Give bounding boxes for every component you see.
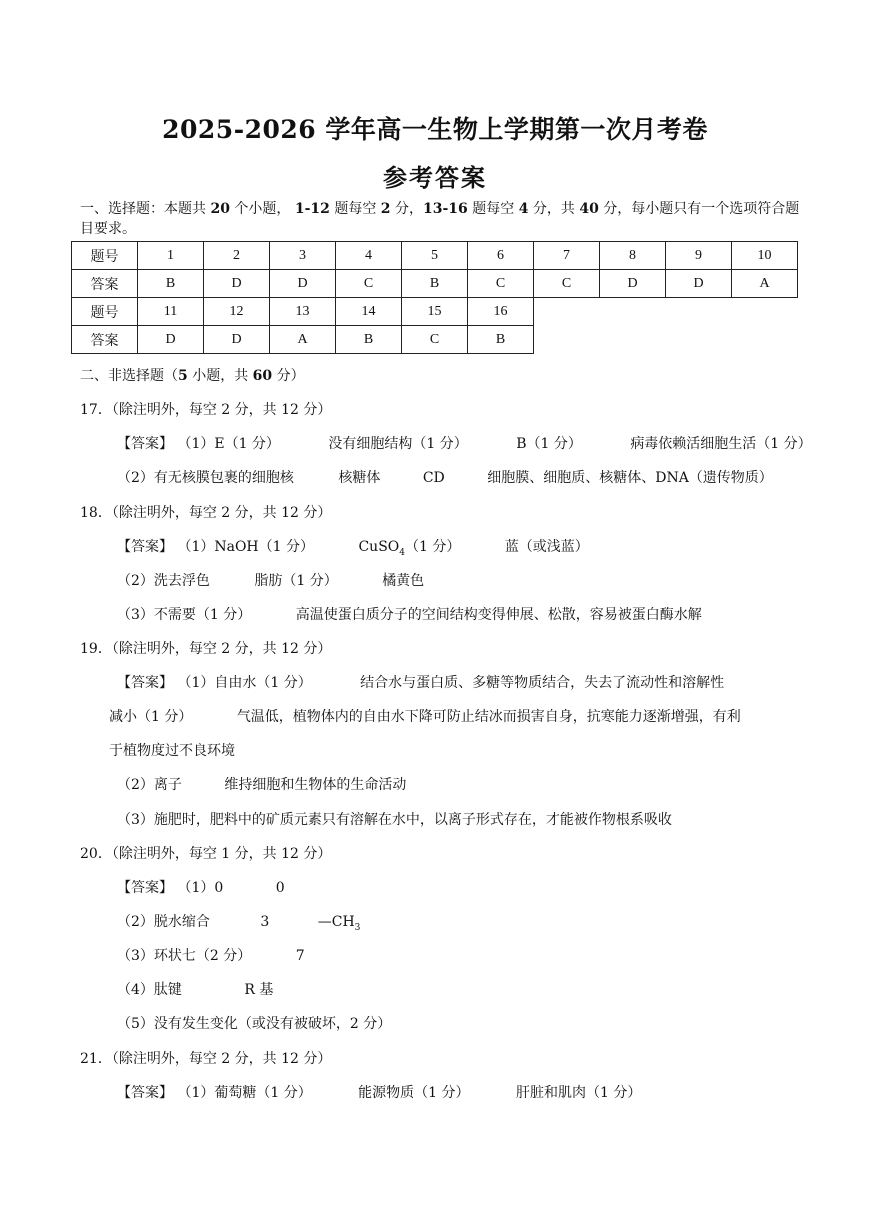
- answer-cell: D: [600, 270, 666, 298]
- answer-cell: C: [336, 270, 402, 298]
- answer-blank: [358, 539, 461, 558]
- answer-blank: 维持细胞和生物体的生命活动: [224, 777, 407, 793]
- question-number: 12: [204, 298, 270, 326]
- answer-tag: 【答案】: [117, 1085, 173, 1101]
- question-18-answer-line-1: [117, 536, 589, 558]
- section2-text: 分）: [272, 368, 305, 384]
- formula-subscript: 4: [399, 547, 405, 558]
- question-number: 14: [336, 298, 402, 326]
- question-number: 5: [402, 242, 468, 270]
- section2-text: 小题，共: [187, 368, 253, 384]
- question-number: 4: [336, 242, 402, 270]
- question-number: 6: [468, 242, 534, 270]
- question-18-answer-line-2: [117, 570, 424, 590]
- intro-number: 1-12: [294, 201, 330, 217]
- intro-number: 2: [380, 201, 391, 217]
- question-17-answer-line-1: [117, 433, 812, 453]
- answer-blank: （2）洗去浮色: [117, 573, 210, 589]
- section2-heading: [80, 365, 305, 385]
- question-number: 8: [600, 242, 666, 270]
- question-number: 13: [270, 298, 336, 326]
- intro-number: 13-16: [423, 201, 468, 217]
- question-number: 2: [204, 242, 270, 270]
- table-row-label: 答案: [72, 326, 138, 354]
- table-row: [72, 298, 798, 326]
- table-row: [72, 326, 798, 354]
- empty-cell: [600, 298, 666, 326]
- question-19-answer-line-1: [117, 672, 724, 692]
- answer-blank: 能源物质（1 分）: [358, 1085, 470, 1101]
- answer-cell: A: [270, 326, 336, 354]
- answer-cell: A: [732, 270, 798, 298]
- answer-blank: 脂肪（1 分）: [254, 573, 338, 589]
- question-19-answer-line-3: 于植物度过不良环境: [109, 743, 235, 759]
- answer-blank: （2）离子: [117, 777, 182, 793]
- question-17-answer-line-2: [117, 467, 773, 487]
- answer-table: [71, 241, 798, 354]
- empty-cell: [732, 326, 798, 354]
- answer-blank: 结合水与蛋白质、多糖等物质结合，失去了流动性和溶解性: [360, 675, 725, 691]
- answer-blank: （1）自由水（1 分）: [177, 675, 312, 691]
- answer-cell: C: [534, 270, 600, 298]
- answer-blank: （2）脱水缩合: [117, 914, 210, 930]
- question-18-answer-line-3: [117, 604, 702, 624]
- answer-tag: 【答案】: [117, 539, 173, 555]
- question-number: 16: [468, 298, 534, 326]
- answer-blank: 减小（1 分）: [109, 709, 193, 725]
- answer-blank: （4）肽键: [117, 982, 182, 998]
- table-row: [72, 242, 798, 270]
- question-number: 11: [138, 298, 204, 326]
- section1-intro: [80, 199, 800, 239]
- formula-text: —CH: [317, 914, 355, 930]
- question-21-answer-line-1: [117, 1082, 641, 1102]
- answer-blank: 气温低，植物体内的自由水下降可防止结冰而损害自身，抗寒能力逐渐增强，有利: [236, 709, 741, 725]
- intro-text: 一、选择题：本题共: [80, 201, 211, 217]
- question-number: 1: [138, 242, 204, 270]
- answer-blank: （3）环状七（2 分）: [117, 948, 252, 964]
- answer-blank: （1）E（1 分）: [177, 436, 280, 452]
- answer-blank: 7: [295, 948, 305, 964]
- question-number: 9: [666, 242, 732, 270]
- question-17-heading: 17．（除注明外，每空 2 分，共 12 分）: [80, 402, 332, 418]
- formula-text: （1 分）: [405, 539, 461, 555]
- empty-cell: [534, 298, 600, 326]
- answer-tag: 【答案】: [117, 880, 173, 896]
- answer-blank: CD: [422, 470, 445, 486]
- question-20-answer-line-4: [117, 979, 273, 999]
- answer-cell: D: [204, 326, 270, 354]
- formula-text: CuSO: [358, 539, 400, 555]
- formula-subscript: 3: [354, 922, 361, 933]
- answer-cell: C: [468, 270, 534, 298]
- intro-number: 40: [579, 201, 599, 217]
- question-19-answer-line-5: （3）施肥时，肥料中的矿质元素只有溶解在水中，以离子形式存在，才能被作物根系吸收: [117, 812, 672, 828]
- question-19-heading: 19．（除注明外，每空 2 分，共 12 分）: [80, 641, 332, 657]
- section2-text: 二、非选择题（: [80, 368, 178, 384]
- answer-blank: （3）不需要（1 分）: [117, 607, 252, 623]
- question-19-answer-line-4: [117, 774, 406, 794]
- intro-text: 个小题，: [229, 201, 295, 217]
- question-20-answer-line-2: [117, 911, 360, 933]
- answer-blank: 细胞膜、细胞质、核糖体、DNA（遗传物质）: [487, 470, 773, 486]
- answer-tag: 【答案】: [117, 436, 173, 452]
- answer-cell: D: [270, 270, 336, 298]
- empty-cell: [732, 298, 798, 326]
- question-20-answer-line-5: （5）没有发生变化（或没有被破坏，2 分）: [117, 1016, 392, 1032]
- answer-blank: 病毒依赖活细胞生活（1 分）: [630, 436, 812, 452]
- answer-blank: （1）0: [177, 880, 224, 896]
- answer-blank: 橘黄色: [382, 573, 425, 589]
- answer-cell: B: [468, 326, 534, 354]
- answer-blank: 3: [260, 914, 270, 930]
- answer-blank: [317, 914, 361, 933]
- answer-cell: C: [402, 326, 468, 354]
- answer-cell: B: [336, 326, 402, 354]
- table-row-label: 题号: [72, 242, 138, 270]
- answer-blank: 核糖体: [338, 470, 381, 486]
- answer-blank: 没有细胞结构（1 分）: [328, 436, 468, 452]
- answer-blank: （1）葡萄糖（1 分）: [177, 1085, 312, 1101]
- section2-number: 60: [252, 368, 273, 384]
- empty-cell: [600, 326, 666, 354]
- answer-cell: D: [666, 270, 732, 298]
- intro-text: 分，共: [528, 201, 580, 217]
- answer-blank: （2）有无核膜包裹的细胞核: [117, 470, 294, 486]
- section2-number: 5: [178, 368, 188, 384]
- answer-blank: 肝脏和肌肉（1 分）: [515, 1085, 642, 1101]
- answer-tag: 【答案】: [117, 675, 173, 691]
- question-21-heading: 21．（除注明外，每空 2 分，共 12 分）: [80, 1051, 332, 1067]
- empty-cell: [666, 326, 732, 354]
- answer-cell: D: [138, 326, 204, 354]
- empty-cell: [666, 298, 732, 326]
- answer-blank: 蓝（或浅蓝）: [504, 539, 589, 555]
- answer-cell: D: [204, 270, 270, 298]
- intro-number: 20: [210, 201, 230, 217]
- answer-cell: B: [138, 270, 204, 298]
- question-20-heading: 20．（除注明外，每空 1 分，共 12 分）: [80, 846, 332, 862]
- page-title: 2025-2026 学年高一生物上学期第一次月考卷: [162, 115, 708, 144]
- intro-text: 分，: [390, 201, 423, 217]
- answer-blank: （1）NaOH（1 分）: [177, 539, 315, 555]
- question-number: 3: [270, 242, 336, 270]
- question-19-answer-line-2: [109, 706, 741, 726]
- question-number: 10: [732, 242, 798, 270]
- answer-blank: R 基: [244, 982, 274, 998]
- empty-cell: [534, 326, 600, 354]
- answer-blank: 高温使蛋白质分子的空间结构变得伸展、松散，容易被蛋白酶水解: [295, 607, 702, 623]
- question-20-answer-line-1: [117, 877, 285, 897]
- page-subtitle: 参考答案: [383, 163, 487, 192]
- question-20-answer-line-3: [117, 945, 305, 965]
- question-number: 15: [402, 298, 468, 326]
- table-row: [72, 270, 798, 298]
- intro-number: 4: [518, 201, 529, 217]
- answer-blank: 0: [275, 880, 285, 896]
- table-row-label: 题号: [72, 298, 138, 326]
- table-row-label: 答案: [72, 270, 138, 298]
- intro-text: 题每空: [329, 201, 381, 217]
- answer-cell: B: [402, 270, 468, 298]
- intro-text: 题每空: [467, 201, 519, 217]
- question-18-heading: 18．（除注明外，每空 2 分，共 12 分）: [80, 505, 332, 521]
- answer-blank: B（1 分）: [516, 436, 582, 452]
- question-number: 7: [534, 242, 600, 270]
- intro-text: 分，每小题只有一个选项符合题目要求。: [80, 201, 800, 237]
